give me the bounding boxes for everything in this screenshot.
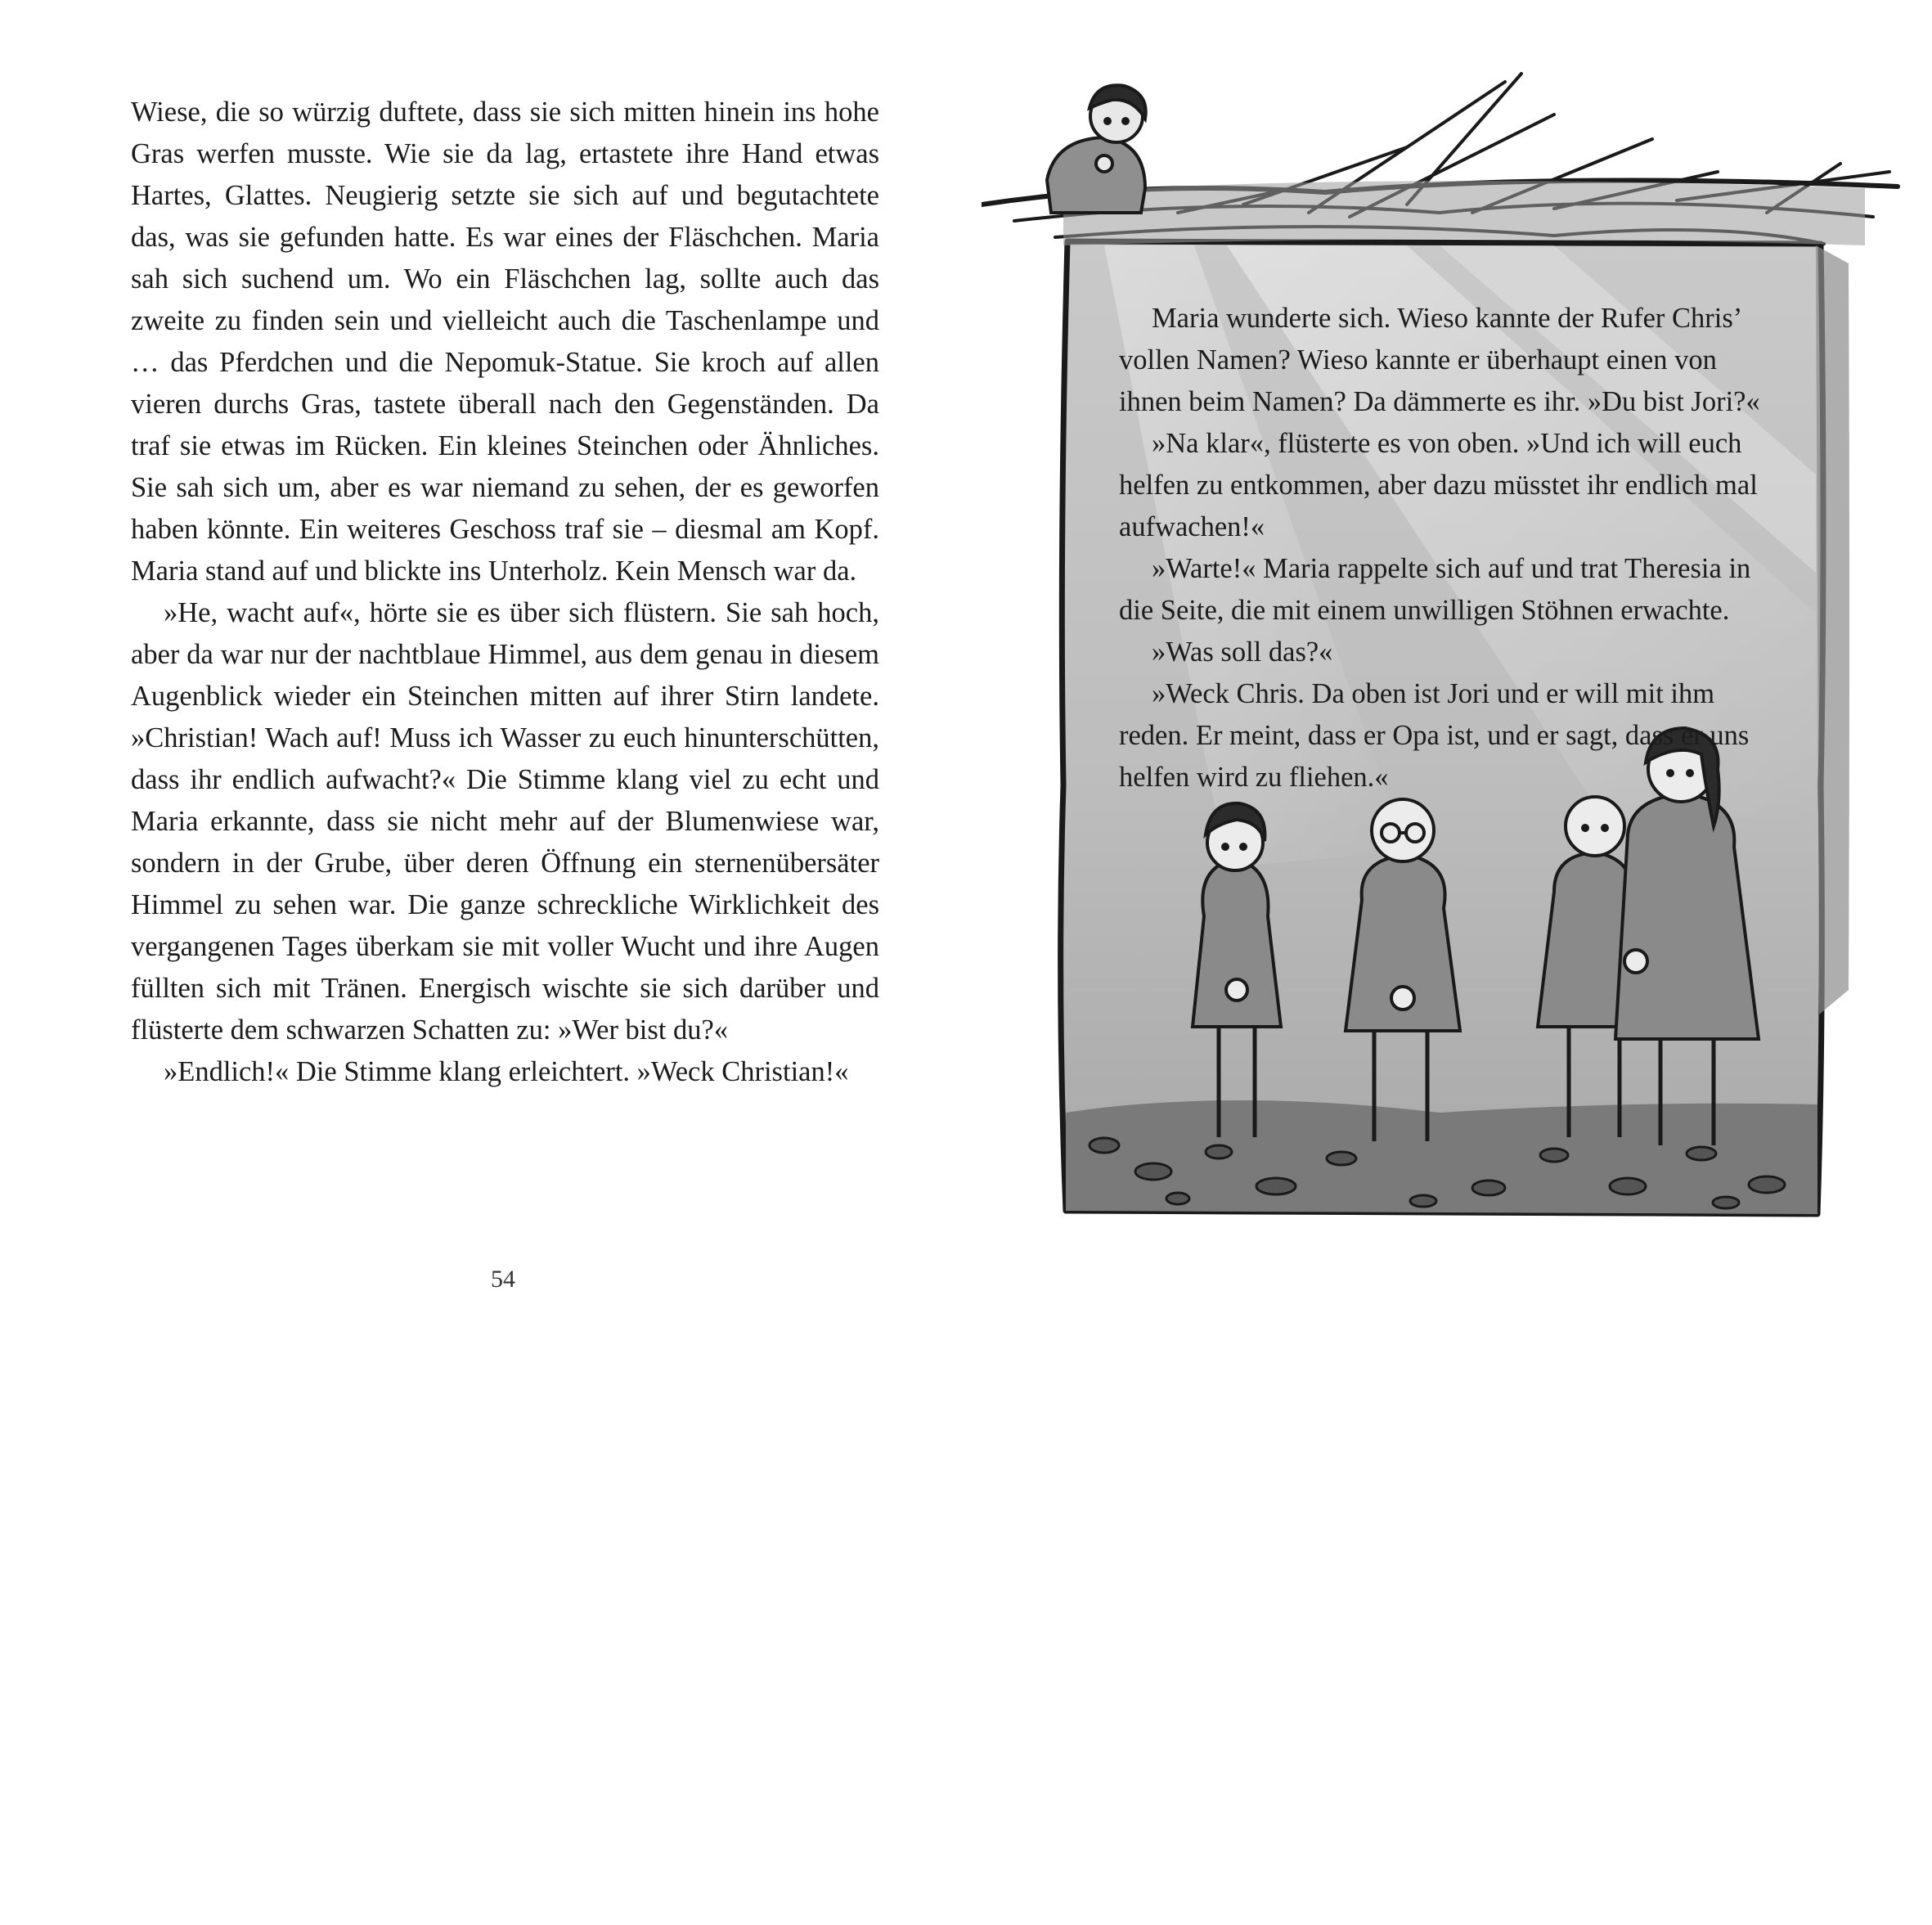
paragraph-1: Wiese, die so würzig duftete, dass sie sich mitten hinein ins hohe Gras werfen musste. Wie sie da lag, ertastete ihre Hand etwas Hartes, Glattes. Neugierig setzte sie sich auf und begutachtete das, was sie gefunden hatte. Es war eines der Fläschchen. Maria sah sich suchend um. Wo ein Fläschchen lag, sollte auch das zweite zu finden sein und vielleicht auch die Taschenlampe und … das Pferdchen und die Nepomuk-Statue. Sie kroch auf allen vieren durchs Gras, tastete überall nach den Gegenständen. Da traf sie etwas im Rücken. Ein kleines Steinchen oder Ähnliches. Sie sah sich um, aber es war niemand zu sehen, der es geworfen haben könnte. Ein weiteres Geschoss traf sie – diesmal am Kopf. Maria stand auf und blickte ins Unterholz. Kein Mensch war da. — [131, 97, 879, 587]
pit-wall-shade — [1816, 245, 1849, 1014]
brushwood-shadow — [1063, 181, 1865, 245]
paragraph-4: »Was soll das?« — [1152, 636, 1333, 668]
left-page-text — [131, 92, 879, 1093]
paragraph-3: »Endlich!« Die Stimme klang erleichtert. »Weck Christian!« — [164, 1056, 849, 1087]
paragraph-2: »Na klar«, flüsterte es von oben. »Und ich will euch helfen zu entkommen, aber dazu müsstet ihr endlich mal aufwachen!« — [1119, 428, 1758, 542]
paragraph-5: »Weck Chris. Da oben ist Jori und er will mit ihm reden. Er meint, dass er Opa ist, und er sagt, dass er uns helfen wird zu fliehen.« — [1119, 678, 1750, 793]
paragraph-2: »He, wacht auf«, hörte sie es über sich flüstern. Sie sah hoch, aber da war nur der nachtblaue Himmel, aus dem genau in diesem Augenblick wieder ein Steinchen mitten auf ihrer Stirn landete. »Christian! Wach auf! Muss ich Wasser zu euch hinunterschütten, dass ihr endlich aufwacht?« Die Stimme klang viel zu echt und Maria erkannte, dass sie nicht mehr auf der Blumenwiese war, sondern in der Grube, über deren Öffnung ein sternenübersäter Himmel zu sehen war. Die ganze schreckliche Wirklichkeit des vergangenen Tages überkam sie mit voller Wucht und ihre Augen füllten sich mit Tränen. Energisch wischte sie sich darüber und flüsterte dem schwarzen Schatten zu: »Wer bist du?« — [131, 597, 879, 1046]
page-number: 54 — [491, 1266, 515, 1293]
paragraph-1: Maria wunderte sich. Wieso kannte der Rufer Chris’ vollen Namen? Wieso kannte er überhaupt einen von ihnen beim Namen? Da dämmerte es ihr. »Du bist Jori?« — [1119, 303, 1760, 417]
right-page-text — [1119, 298, 1786, 798]
paragraph-3: »Warte!« Maria rappelte sich auf und trat Theresia in die Seite, die mit einem unwilligen Stöhnen erwachte. — [1119, 553, 1751, 626]
jori-figure — [1047, 85, 1146, 213]
